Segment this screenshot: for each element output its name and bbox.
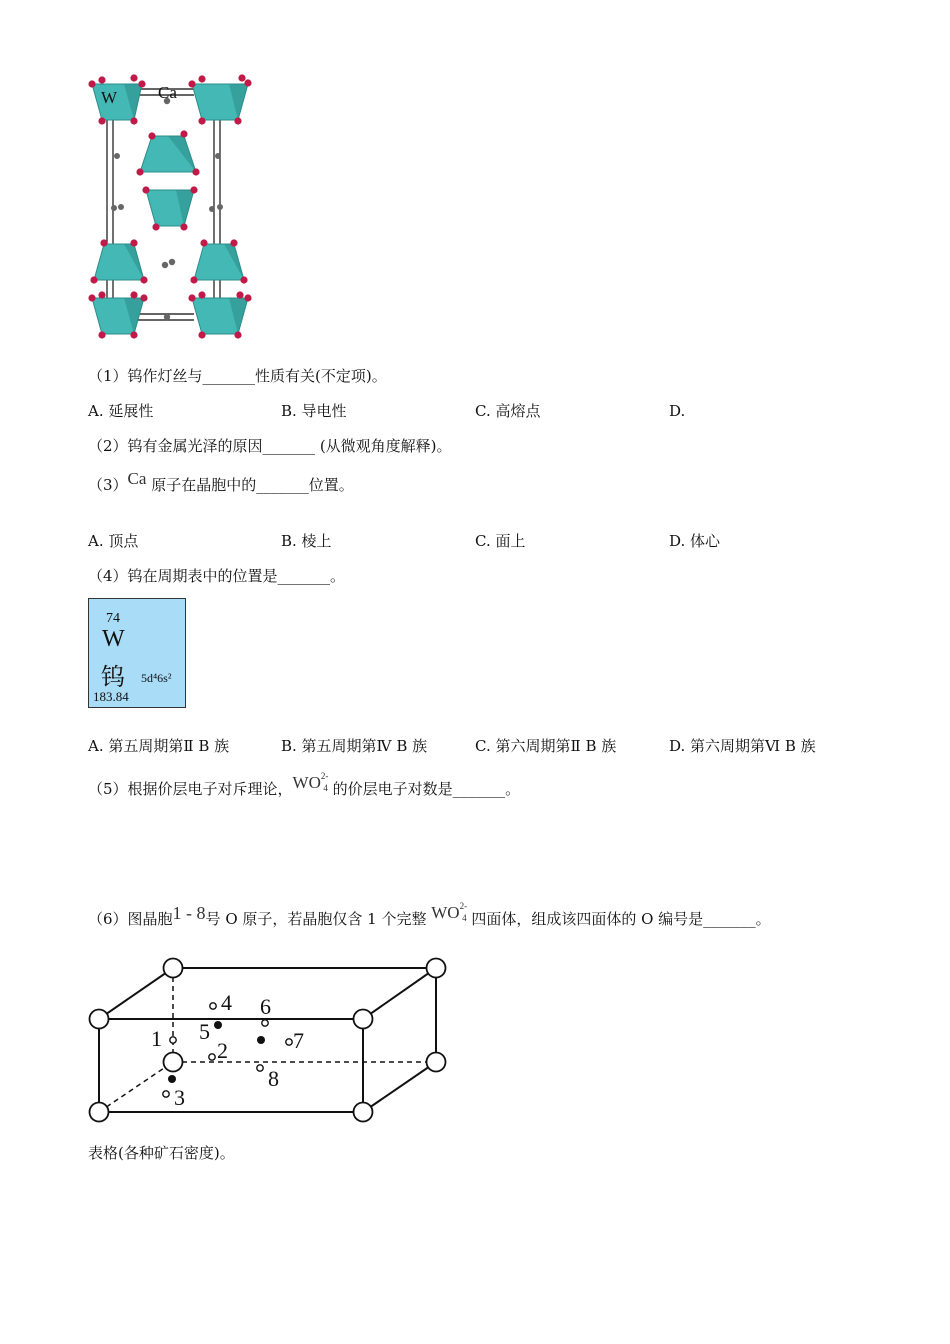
oxygen-atom [152,223,159,230]
o-atom-8 [257,1065,263,1071]
corner-atom [164,1053,183,1072]
cell-edge [363,1062,436,1112]
w-atom [214,1021,222,1029]
q4-option-c[interactable]: C. 第六周期第Ⅱ B 族 [475,737,617,755]
oxygen-atom [240,276,247,283]
q1-option-a[interactable]: A. 延展性 [88,402,154,420]
oxygen-atom [234,331,241,338]
oxygen-atom [234,117,241,124]
o-label-8: 8 [268,1066,279,1091]
q3-option-a[interactable]: A. 顶点 [88,532,139,550]
o-atom-6 [262,1020,268,1026]
element-name: 钨 [101,663,125,691]
oxygen-atom [98,117,105,124]
oxygen-atom [188,80,195,87]
q6-range: 1 - 8 [172,903,206,923]
corner-atom [354,1010,373,1029]
cell-edge [99,968,173,1019]
question-1 [88,366,387,386]
corner-atom [90,1103,109,1122]
q2-text: （2）钨有金属光泽的原因 [88,437,263,455]
label-w: W [101,88,118,107]
oxygen-atom [130,331,137,338]
corner-atom [427,1053,446,1072]
oxygen-atom [190,186,197,193]
q4-answer-blank[interactable]: _______ [277,567,331,585]
o-atom-3 [163,1091,169,1097]
label-ca: Ca [158,83,177,102]
oxygen-atom [98,76,105,83]
q6-text-middle: 号 O 原子，若晶胞仅含 1 个完整 [205,910,432,928]
unit-cell-figure [86,954,452,1126]
oxygen-atom [198,291,205,298]
q5-text-after: 的价层电子对数是 [327,780,453,798]
oxygen-atom [180,130,187,137]
oxygen-atom [230,239,237,246]
oxygen-atom [90,276,97,283]
oxygen-atom [238,74,245,81]
corner-atom [427,959,446,978]
o-atom-2 [209,1054,215,1060]
oxygen-atom [244,294,251,301]
q1-option-c[interactable]: C. 高熔点 [475,402,541,420]
oxygen-atom [88,80,95,87]
periodic-table-tile [88,598,186,708]
q6-ion-charge: 2- [459,901,468,911]
q4-option-d[interactable]: D. 第六周期第Ⅵ B 族 [669,737,816,755]
corner-atom [90,1010,109,1029]
corner-atom [164,959,183,978]
o-label-2: 2 [217,1038,228,1063]
q5-answer-blank[interactable]: _______ [452,780,506,798]
q1-option-d[interactable]: D. [669,402,686,420]
o-label-1: 1 [151,1026,162,1051]
oxygen-atom [236,291,243,298]
q3-answer-blank[interactable]: _______ [256,476,309,494]
q1-option-b[interactable]: B. 导电性 [281,402,347,420]
q3-option-b[interactable]: B. 棱上 [281,532,332,550]
oxygen-atom [138,80,145,87]
q4-option-a[interactable]: A. 第五周期第Ⅱ B 族 [88,737,230,755]
q3-text-middle: 原子在晶胞中的 [146,476,257,494]
q5-tail: 。 [505,780,521,798]
o-atom-7 [286,1039,292,1045]
atomic-mass: 183.84 [93,689,129,704]
o-atom-4 [210,1003,216,1009]
footer-text: 表格(各种矿石密度)。 [88,1144,235,1162]
q5-ion-subscript: 4 [323,783,328,793]
q6-ion-base: WO [431,903,460,922]
oxygen-atom [136,168,143,175]
o-label-6: 6 [260,994,271,1019]
o-label-3: 3 [174,1085,185,1110]
q6-text-after: 四面体，组成该四面体的 O 编号是 [466,910,704,928]
oxygen-atom [188,294,195,301]
cell-edge [363,968,436,1019]
q4-option-b[interactable]: B. 第五周期第Ⅳ B 族 [281,737,428,755]
q1-answer-blank[interactable]: _______ [202,367,256,385]
q2-answer-blank[interactable]: _______ [262,437,316,455]
q4-text: （4）钨在周期表中的位置是 [88,567,278,585]
question-2 [88,436,452,456]
o-atom-1 [170,1037,176,1043]
oxygen-atom [130,74,137,81]
oxygen-atom [140,294,147,301]
ca-atom [162,262,168,268]
oxygen-atom [98,331,105,338]
o-label-4: 4 [221,990,232,1015]
question-4 [88,566,345,586]
ca-atom [217,204,223,210]
oxygen-atom [130,239,137,246]
oxygen-atom [180,223,187,230]
ca-atom [111,205,117,211]
oxygen-atom [130,117,137,124]
oxygen-atom [148,132,155,139]
w-atom [257,1036,265,1044]
o-label-7: 7 [293,1028,304,1053]
oxygen-atom [198,117,205,124]
question-3 [88,469,354,495]
q5-ion-base: WO [292,773,321,792]
q3-ca-symbol: Ca [127,469,147,488]
question-6 [88,901,771,931]
oxygen-atom [100,239,107,246]
q6-tail: 。 [755,910,771,928]
atomic-number: 74 [106,611,120,626]
oxygen-atom [140,276,147,283]
w-atom [168,1075,176,1083]
ca-atom [209,206,215,212]
q5-ion [293,773,328,792]
q6-answer-blank[interactable]: _______ [703,910,756,928]
oxygen-atom [200,239,207,246]
hidden-edge [99,1062,173,1112]
q6-ion [431,903,466,922]
q5-text: （5）根据价层电子对斥理论， [88,780,293,798]
corner-atom [354,1103,373,1122]
q2-text-after: (从微观角度解释)。 [315,437,452,455]
oxygen-atom [198,75,205,82]
q3-text-after: 位置。 [308,476,354,494]
element-symbol: W [102,626,125,652]
q1-text-after: 性质有关(不定项)。 [255,367,387,385]
question-5 [88,771,521,801]
oxygen-atom [190,276,197,283]
oxygen-atom [88,294,95,301]
crystal-structure-figure [84,74,259,346]
electron-config: 5d⁴6s² [141,671,172,685]
ca-atom [114,153,120,159]
q5-ion-charge: 2- [320,771,329,781]
oxygen-atom [244,79,251,86]
q6-ion-subscript: 4 [462,913,467,923]
oxygen-atom [192,168,199,175]
ca-atom [215,153,221,159]
q1-text: （1）钨作灯丝与 [88,367,203,385]
q6-text: （6）图晶胞 [88,910,173,928]
oxygen-atom [198,331,205,338]
oxygen-atom [142,186,149,193]
oxygen-atom [98,291,105,298]
ca-atom [169,259,175,265]
q4-text-after: 。 [330,567,346,585]
ca-atom [118,204,124,210]
q3-option-d[interactable]: D. 体心 [669,532,721,550]
q3-option-c[interactable]: C. 面上 [475,532,526,550]
o-label-5: 5 [199,1019,210,1044]
q3-text: （3） [88,476,128,494]
ca-atom [164,314,170,320]
oxygen-atom [130,291,137,298]
